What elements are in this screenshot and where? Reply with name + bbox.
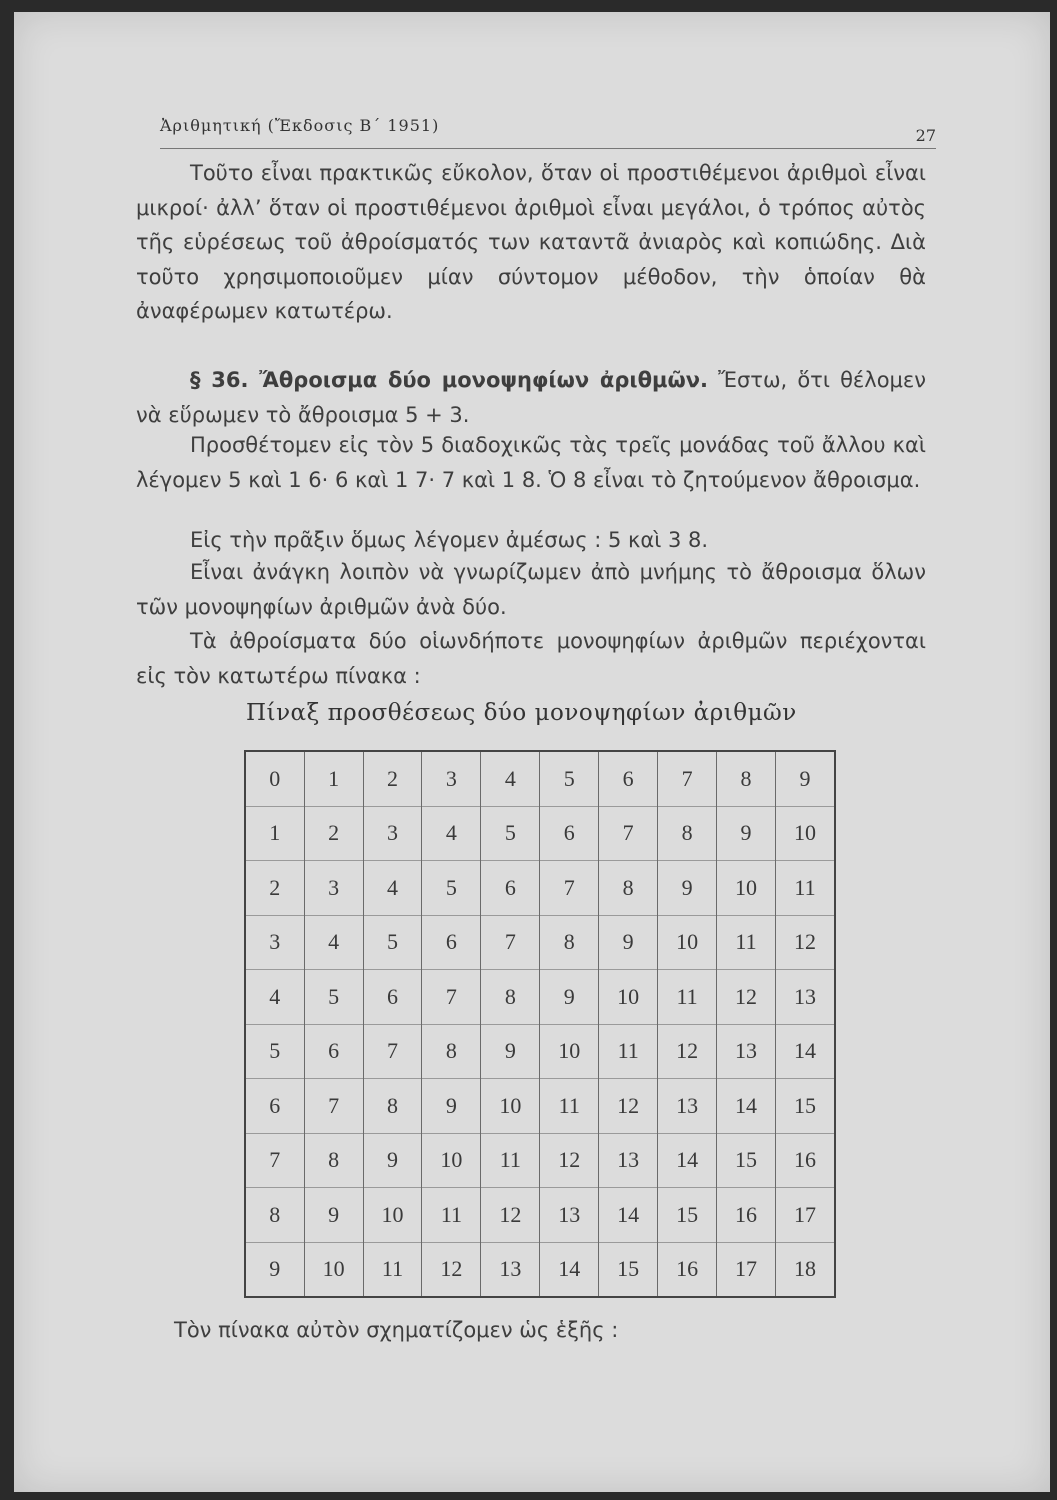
table-cell: 16 bbox=[717, 1188, 776, 1243]
table-cell: 14 bbox=[717, 1079, 776, 1134]
addition-table-body bbox=[245, 751, 835, 1297]
table-cell: 8 bbox=[363, 1079, 422, 1134]
table-cell: 4 bbox=[245, 970, 304, 1025]
table-cell: 5 bbox=[422, 861, 481, 916]
table-cell: 15 bbox=[775, 1079, 835, 1134]
table-cell: 6 bbox=[540, 806, 599, 861]
table-cell: 8 bbox=[717, 751, 776, 806]
table-cell: 13 bbox=[658, 1079, 717, 1134]
table-cell: 3 bbox=[422, 751, 481, 806]
table-cell: 9 bbox=[245, 1242, 304, 1297]
table-cell: 11 bbox=[481, 1133, 540, 1188]
table-cell: 10 bbox=[363, 1188, 422, 1243]
table-cell: 15 bbox=[599, 1242, 658, 1297]
table-cell: 8 bbox=[658, 806, 717, 861]
table-cell: 7 bbox=[304, 1079, 363, 1134]
table-row bbox=[245, 915, 835, 970]
table-cell: 7 bbox=[599, 806, 658, 861]
table-cell: 12 bbox=[599, 1079, 658, 1134]
table-cell: 1 bbox=[304, 751, 363, 806]
running-title: Ἀριθμητική (Ἔκδοσις Β΄ 1951) bbox=[160, 116, 440, 135]
table-cell: 8 bbox=[422, 1024, 481, 1079]
table-cell: 13 bbox=[540, 1188, 599, 1243]
table-cell: 10 bbox=[775, 806, 835, 861]
table-cell: 14 bbox=[540, 1242, 599, 1297]
table-cell: 17 bbox=[717, 1242, 776, 1297]
table-cell: 7 bbox=[422, 970, 481, 1025]
table-cell: 12 bbox=[481, 1188, 540, 1243]
table-cell: 6 bbox=[363, 970, 422, 1025]
table-cell: 7 bbox=[363, 1024, 422, 1079]
table-cell: 4 bbox=[481, 751, 540, 806]
table-cell: 10 bbox=[717, 861, 776, 916]
table-cell: 13 bbox=[599, 1133, 658, 1188]
table-cell: 9 bbox=[717, 806, 776, 861]
table-row bbox=[245, 1242, 835, 1297]
table-cell: 14 bbox=[658, 1133, 717, 1188]
table-cell: 9 bbox=[422, 1079, 481, 1134]
table-cell: 3 bbox=[245, 915, 304, 970]
table-cell: 5 bbox=[245, 1024, 304, 1079]
table-cell: 12 bbox=[775, 915, 835, 970]
table-cell: 15 bbox=[717, 1133, 776, 1188]
page-number: 27 bbox=[915, 126, 936, 145]
table-cell: 15 bbox=[658, 1188, 717, 1243]
table-cell: 4 bbox=[304, 915, 363, 970]
table-cell: 9 bbox=[363, 1133, 422, 1188]
table-cell: 6 bbox=[481, 861, 540, 916]
table-cell: 5 bbox=[481, 806, 540, 861]
table-cell: 4 bbox=[422, 806, 481, 861]
table-cell: 10 bbox=[540, 1024, 599, 1079]
table-cell: 10 bbox=[422, 1133, 481, 1188]
table-cell: 7 bbox=[481, 915, 540, 970]
table-cell: 9 bbox=[599, 915, 658, 970]
table-cell: 11 bbox=[658, 970, 717, 1025]
paragraph-5: Εἶναι ἀνάγκη λοιπὸν νὰ γνωρίζωμεν ἀπὸ μνήμης τὸ ἄθροισμα ὅλων τῶν μονοψηφίων ἀριθμῶν ἀνὰ δύο. bbox=[136, 560, 926, 619]
table-row bbox=[245, 1024, 835, 1079]
table-cell: 8 bbox=[540, 915, 599, 970]
table-cell: 13 bbox=[717, 1024, 776, 1079]
table-cell: 2 bbox=[363, 751, 422, 806]
table-cell: 6 bbox=[599, 751, 658, 806]
table-cell: 2 bbox=[304, 806, 363, 861]
table-row bbox=[245, 1079, 835, 1134]
table-cell: 8 bbox=[304, 1133, 363, 1188]
table-cell: 3 bbox=[363, 806, 422, 861]
table-cell: 11 bbox=[717, 915, 776, 970]
table-cell: 1 bbox=[245, 806, 304, 861]
table-cell: 11 bbox=[540, 1079, 599, 1134]
closing-line: Τὸν πίνακα αὐτὸν σχηματίζομεν ὡς ἑξῆς : bbox=[174, 1318, 619, 1342]
table-cell: 8 bbox=[245, 1188, 304, 1243]
table-cell: 10 bbox=[599, 970, 658, 1025]
table-cell: 10 bbox=[658, 915, 717, 970]
table-cell: 11 bbox=[775, 861, 835, 916]
paragraph-3: Προσθέτομεν εἰς τὸν 5 διαδοχικῶς τὰς τρεῖς μονάδας τοῦ ἄλλου καὶ λέγομεν 5 καὶ 1 6· 6 καὶ 1 7· 7 καὶ 1 8. Ὁ 8 εἶναι τὸ ζητούμενον ἄθροισμα. bbox=[136, 433, 926, 492]
table-cell: 14 bbox=[775, 1024, 835, 1079]
table-cell: 5 bbox=[304, 970, 363, 1025]
paragraph-4: Εἰς τὴν πρᾶξιν ὅμως λέγομεν ἀμέσως : 5 καὶ 3 8. bbox=[190, 528, 709, 552]
table-cell: 16 bbox=[658, 1242, 717, 1297]
table-cell: 13 bbox=[481, 1242, 540, 1297]
table-row bbox=[245, 861, 835, 916]
table-cell: 9 bbox=[540, 970, 599, 1025]
table-cell: 11 bbox=[422, 1188, 481, 1243]
table-cell: 12 bbox=[658, 1024, 717, 1079]
table-cell: 9 bbox=[775, 751, 835, 806]
table-cell: 6 bbox=[422, 915, 481, 970]
paragraph-1: Τοῦτο εἶναι πρακτικῶς εὔκολον, ὅταν οἱ προστιθέμενοι ἀριθμοὶ εἶναι μικροί· ἀλλ’ ὅταν οἱ προστιθέμενοι ἀριθμοὶ εἶναι μεγάλοι, ὁ τρόπος αὐτὸς τῆς εὑρέσεως τοῦ ἀθροίσματός των καταντᾶ ἀνιαρὸς καὶ κοπιώδης. Διὰ τοῦτο χρησιμοποιοῦμεν μίαν σύντομον μέθοδον, τὴν ὁποίαν θὰ ἀναφέρωμεν κατωτέρω. bbox=[136, 161, 926, 323]
table-cell: 6 bbox=[304, 1024, 363, 1079]
table-cell: 17 bbox=[775, 1188, 835, 1243]
table-cell: 10 bbox=[304, 1242, 363, 1297]
addition-table bbox=[244, 750, 836, 1298]
table-row bbox=[245, 1188, 835, 1243]
table-cell: 12 bbox=[540, 1133, 599, 1188]
paragraph-section-36 bbox=[136, 363, 926, 432]
table-cell: 13 bbox=[775, 970, 835, 1025]
table-cell: 6 bbox=[245, 1079, 304, 1134]
table-cell: 14 bbox=[599, 1188, 658, 1243]
table-cell: 16 bbox=[775, 1133, 835, 1188]
table-cell: 11 bbox=[363, 1242, 422, 1297]
table-row bbox=[245, 970, 835, 1025]
section-heading: § 36. Ἄθροισμα δύο μονοψηφίων ἀριθμῶν. bbox=[190, 368, 708, 392]
table-cell: 7 bbox=[658, 751, 717, 806]
table-cell: 3 bbox=[304, 861, 363, 916]
page-header bbox=[160, 112, 936, 149]
table-cell: 9 bbox=[304, 1188, 363, 1243]
table-cell: 8 bbox=[481, 970, 540, 1025]
table-cell: 4 bbox=[363, 861, 422, 916]
paragraph-6: Τὰ ἀθροίσματα δύο οἱωνδήποτε μονοψηφίων ἀριθμῶν περιέχονται εἰς τὸν κατωτέρω πίνακα : bbox=[136, 629, 926, 688]
table-row bbox=[245, 806, 835, 861]
table-cell: 10 bbox=[481, 1079, 540, 1134]
table-caption: Πίναξ προσθέσεως δύο μονοψηφίων ἀριθμῶν bbox=[246, 700, 797, 726]
table-cell: 5 bbox=[540, 751, 599, 806]
table-cell: 2 bbox=[245, 861, 304, 916]
table-cell: 8 bbox=[599, 861, 658, 916]
table-cell: 5 bbox=[363, 915, 422, 970]
paragraph-2-text: Ἔστω, ὅτι θέλομεν νὰ εὕρωμεν τὸ ἄθροισμα 5 + 3. bbox=[136, 368, 926, 427]
table-cell: 9 bbox=[481, 1024, 540, 1079]
table-cell: 12 bbox=[717, 970, 776, 1025]
table-row bbox=[245, 1133, 835, 1188]
table-cell: 7 bbox=[245, 1133, 304, 1188]
table-cell: 18 bbox=[775, 1242, 835, 1297]
table-cell: 12 bbox=[422, 1242, 481, 1297]
table-cell: 0 bbox=[245, 751, 304, 806]
table-cell: 9 bbox=[658, 861, 717, 916]
table-cell: 11 bbox=[599, 1024, 658, 1079]
table-row bbox=[245, 751, 835, 806]
table-cell: 7 bbox=[540, 861, 599, 916]
